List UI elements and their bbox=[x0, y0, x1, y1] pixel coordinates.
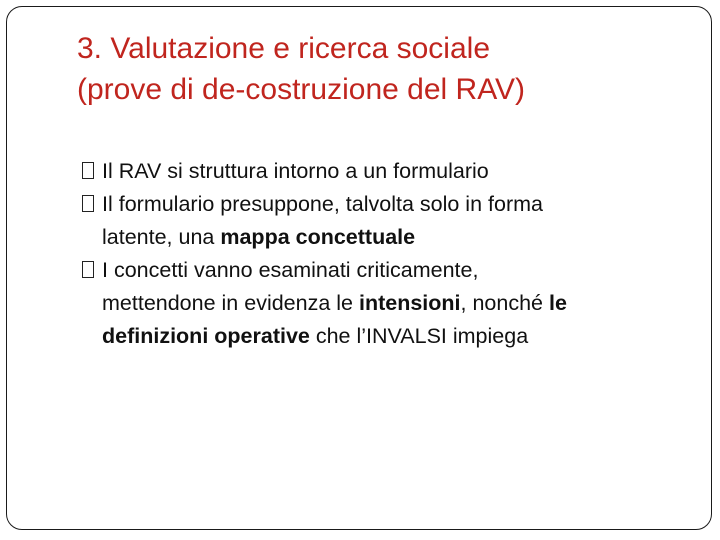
bullet-2-line-1: Il formulario presuppone, talvolta solo in forma bbox=[102, 192, 543, 216]
missing-glyph-box-icon bbox=[82, 261, 94, 278]
bullet-list bbox=[82, 155, 682, 353]
bullet-3-bold-term-intensioni: intensioni bbox=[358, 291, 461, 315]
bullet-3-line-3 bbox=[102, 320, 682, 353]
slide-title bbox=[77, 28, 677, 110]
bullet-3-line-2 bbox=[102, 287, 682, 320]
bullet-3-text-a: mettendone in evidenza le bbox=[102, 291, 359, 315]
bullet-1-line-1: Il RAV si struttura intorno a un formulario bbox=[102, 159, 489, 183]
missing-glyph-box-icon bbox=[82, 162, 94, 179]
bullet-2-text: latente, una bbox=[102, 225, 221, 249]
bullet-item-3 bbox=[82, 254, 682, 353]
slide-title-line-1: 3. Valutazione e ricerca sociale bbox=[77, 32, 490, 65]
bullet-3-bold-le: le bbox=[548, 291, 567, 315]
bullet-3-text-d: che l’INVALSI impiega bbox=[309, 324, 529, 348]
bullet-3-text-c: , nonché bbox=[460, 291, 549, 315]
bullet-3-bold-term-definizioni: definizioni operative bbox=[102, 324, 310, 348]
missing-glyph-box-icon bbox=[82, 195, 94, 212]
bullet-item-1 bbox=[82, 155, 682, 188]
bullet-item-2 bbox=[82, 188, 682, 254]
slide-title-line-2: (prove di de-costruzione del RAV) bbox=[77, 73, 525, 106]
bullet-2-line-2 bbox=[102, 221, 682, 254]
bullet-2-bold-term: mappa concettuale bbox=[220, 225, 416, 249]
bullet-3-line-1: I concetti vanno esaminati criticamente, bbox=[102, 258, 479, 282]
